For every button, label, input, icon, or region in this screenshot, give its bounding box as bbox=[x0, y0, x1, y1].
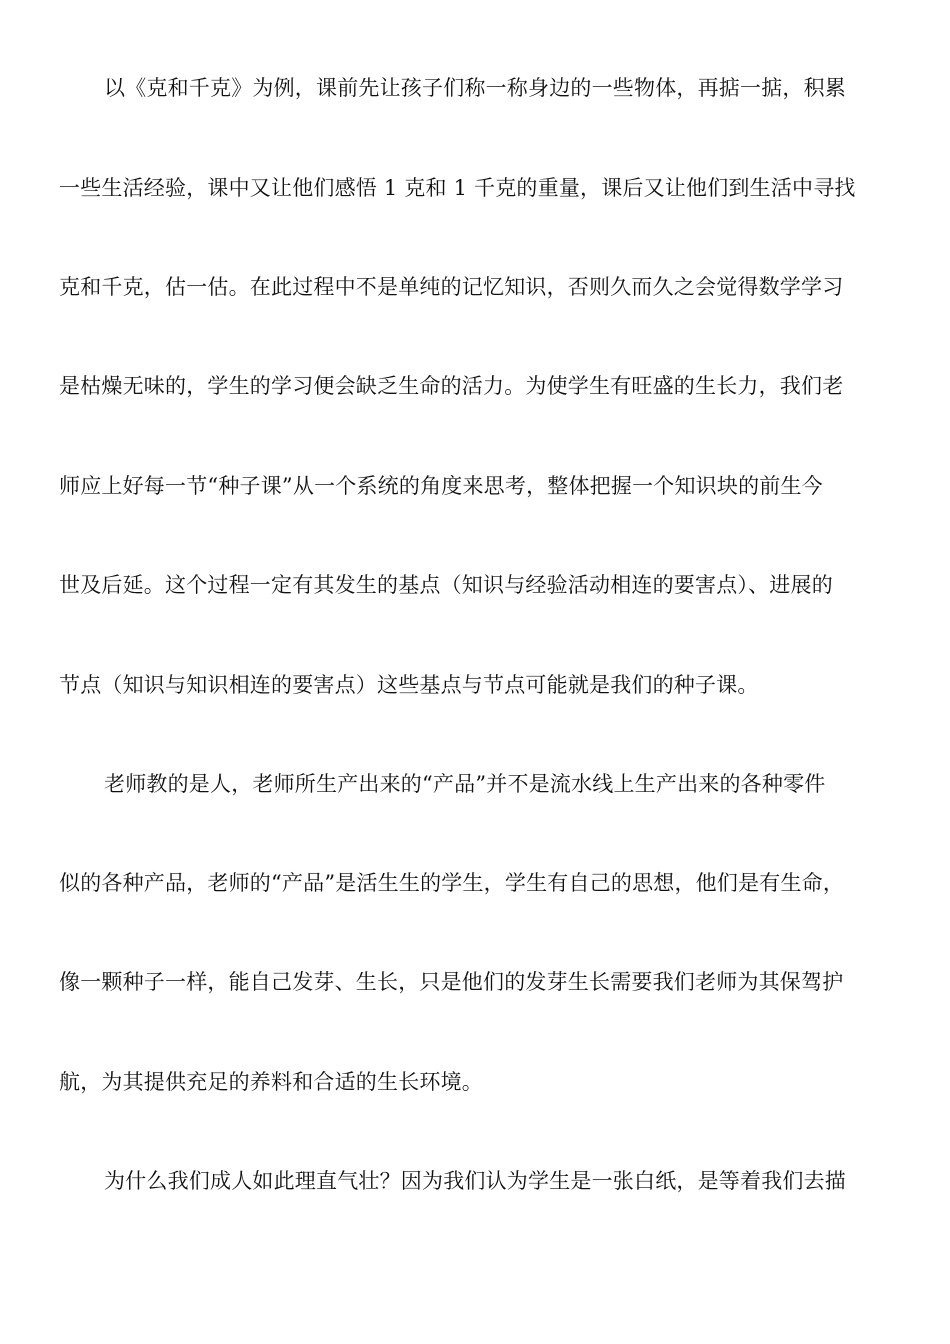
paragraph-1-line-2: 一些生活经验，课中又让他们感悟 1 克和 1 千克的重量，课后又让他们到生活中寻找 bbox=[59, 176, 856, 200]
paragraph-2-line-4: 航，为其提供充足的养料和合适的生长环境。 bbox=[59, 1070, 483, 1094]
paragraph-1-line-7: 节点（知识与知识相连的要害点）这些基点与节点可能就是我们的种子课。 bbox=[59, 673, 759, 697]
paragraph-1-line-1: 以《克和千克》为例，课前先让孩子们称一称身边的一些物体，再掂一掂，积累 bbox=[104, 76, 846, 100]
paragraph-1-line-6: 世及后延。这个过程一定有其发生的基点（知识与经验活动相连的要害点）、进展的 bbox=[59, 573, 833, 597]
paragraph-1-line-5: 师应上好每一节“种子课”从一个系统的角度来思考，整体把握一个知识块的前生今 bbox=[59, 474, 823, 498]
paragraph-2-line-2: 似的各种产品，老师的“产品”是活生生的学生，学生有自己的思想，他们是有生命， bbox=[59, 871, 845, 895]
paragraph-2-line-3: 像一颗种子一样，能自己发芽、生长，只是他们的发芽生长需要我们老师为其保驾护 bbox=[59, 970, 844, 994]
paragraph-1-line-3: 克和千克，估一估。在此过程中不是单纯的记忆知识，否则久而久之会觉得数学学习 bbox=[59, 275, 844, 299]
paragraph-3-line-1: 为什么我们成人如此理直气壮？因为我们认为学生是一张白纸，是等着我们去描 bbox=[104, 1169, 846, 1193]
paragraph-1-line-4: 是枯燥无味的，学生的学习便会缺乏生命的活力。为使学生有旺盛的生长力，我们老 bbox=[59, 374, 844, 398]
paragraph-2-line-1: 老师教的是人，老师所生产出来的“产品”并不是流水线上生产出来的各种零件 bbox=[104, 772, 826, 796]
